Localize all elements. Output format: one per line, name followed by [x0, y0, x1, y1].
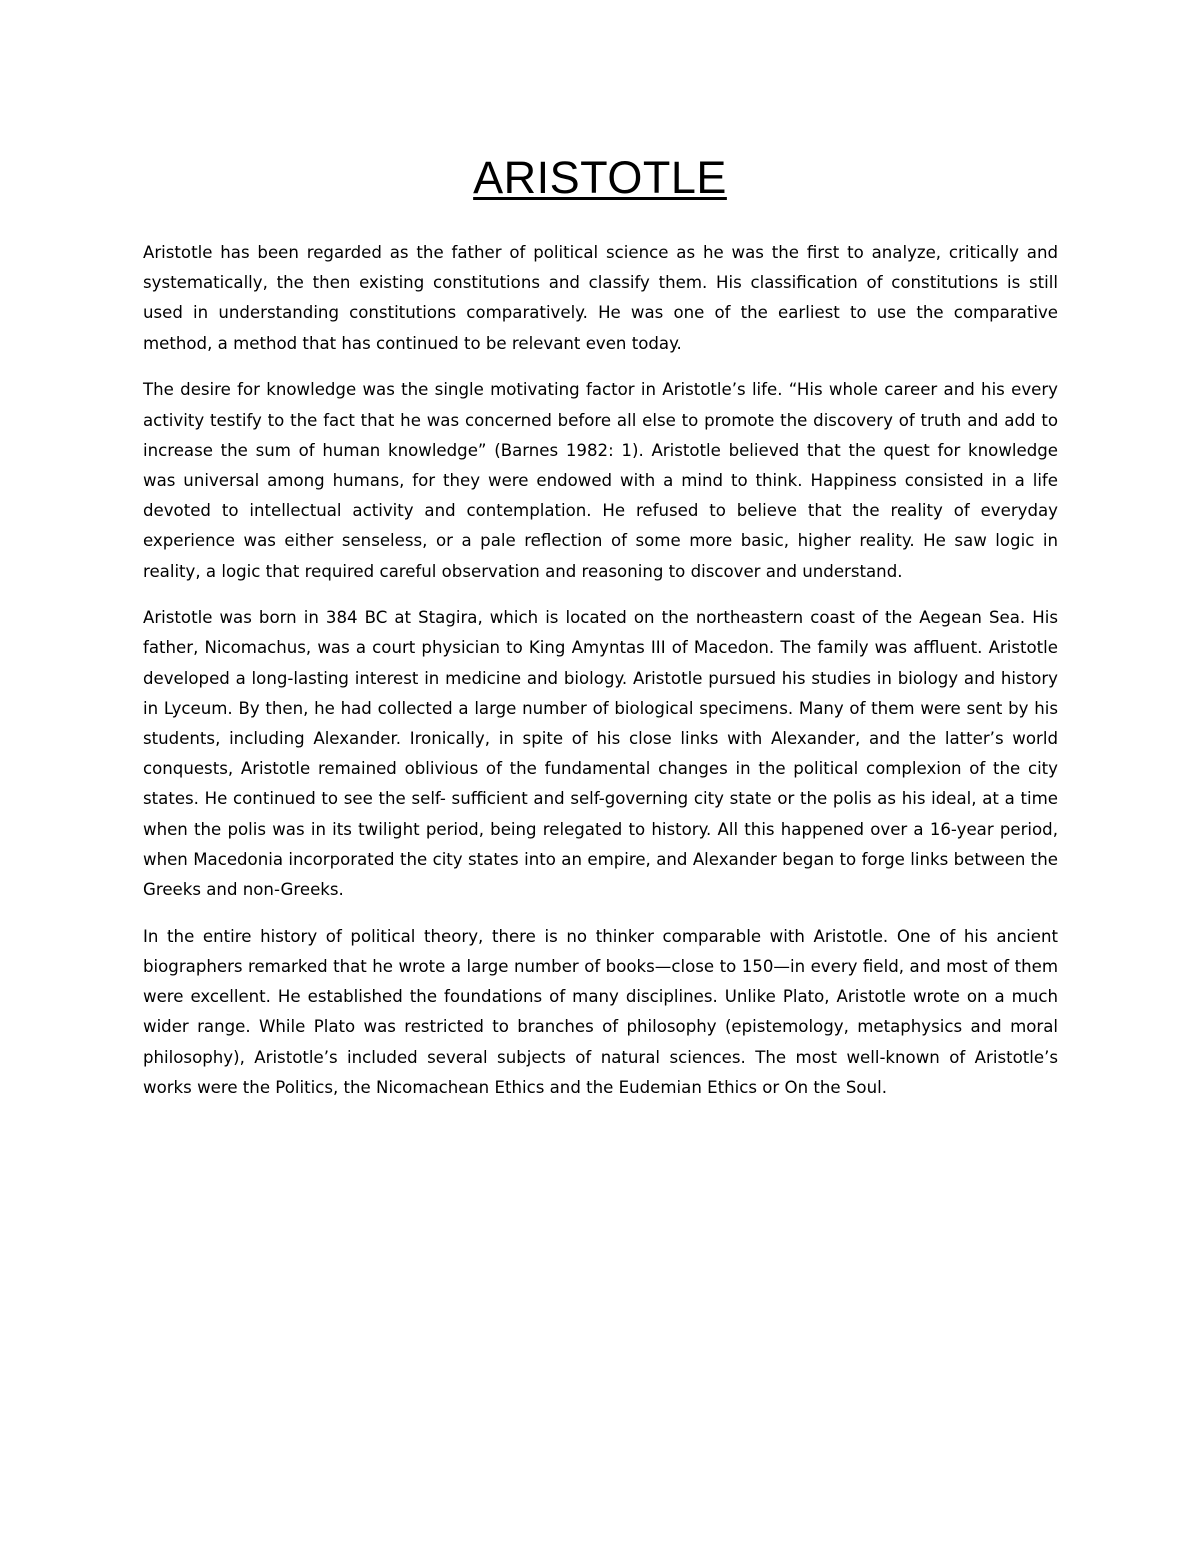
document-body [143, 238, 1058, 1119]
page-title: ARISTOTLE [473, 152, 727, 203]
paragraph-biography: Aristotle was born in 384 BC at Stagira, which is located on the northeastern coast of the Aegean Sea. His father, Nicomachus, was a court physician to King Amyntas III of Macedon. The family was affluent. Aristotle developed a long-lasting interest in medicine and biology. Aristotle pursued his studies in biology and history in Lyceum. By then, he had collected a large number of biological specimens. Many of them were sent by his students, including Alexander. Ironically, in spite of his close links with Alexander, and the latter’s world conquests, Aristotle remained oblivious of the fundamental changes in the political complexion of the city states. He continued to see the self- sufficient and self-governing city state or the polis as his ideal, at a time when the polis was in its twilight period, being relegated to history. All this happened over a 16-year period, when Macedonia incorporated the city states into an empire, and Alexander began to forge links between the Greeks and non-Greeks. [143, 608, 1058, 900]
paragraph-intro: Aristotle has been regarded as the father of political science as he was the first to analyze, critically and systematically, the then existing constitutions and classify them. His classification of constitutions is still used in understanding constitutions comparatively. He was one of the earliest to use the comparative method, a method that has continued to be relevant even today. [143, 243, 1058, 353]
paragraph-legacy: In the entire history of political theory, there is no thinker comparable with Aristotle. One of his ancient biographers remarked that he wrote a large number of books—close to 150—in every field, and most of them were excellent. He established the foundations of many disciplines. Unlike Plato, Aristotle wrote on a much wider range. While Plato was restricted to branches of philosophy (epistemology, metaphysics and moral philosophy), Aristotle’s included several subjects of natural sciences. The most well-known of Aristotle’s works were the Politics, the Nicomachean Ethics and the Eudemian Ethics or On the Soul. [143, 926, 1058, 1097]
paragraph-desire-for-knowledge: The desire for knowledge was the single motivating factor in Aristotle’s life. “His whole career and his every activity testify to the fact that he was concerned before all else to promote the discovery of truth and add to increase the sum of human knowledge” (Barnes 1982: 1). Aristotle believed that the quest for knowledge was universal among humans, for they were endowed with a mind to think. Happiness consisted in a life devoted to intellectual activity and contemplation. He refused to believe that the reality of everyday experience was either senseless, or a pale reflection of some more basic, higher reality. He saw logic in reality, a logic that required careful observation and reasoning to discover and understand. [143, 380, 1058, 581]
